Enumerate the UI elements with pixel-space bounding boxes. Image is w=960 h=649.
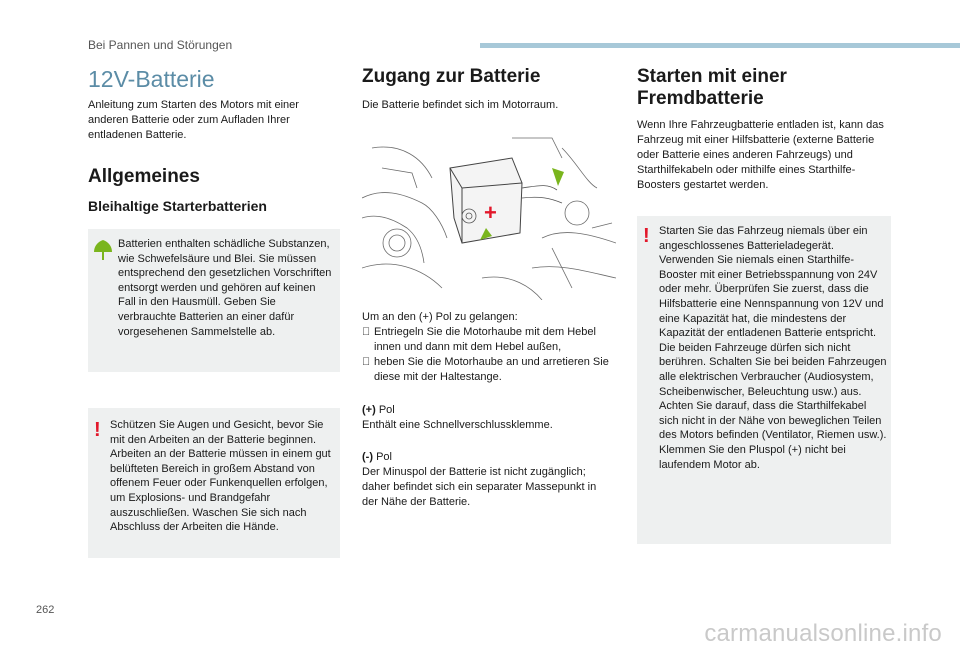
step-2-text: heben Sie die Motorhaube an und arretieren Sie diese mit der Haltestange. <box>374 356 609 383</box>
bullet-arrow-icon <box>362 355 374 385</box>
minus-word: Pol <box>376 451 392 463</box>
environment-note-text: Batterien enthalten schädliche Substanzen, wie Schwefelsäure und Blei. Sie müssen entsprechend den gesetzlichen Vorschriften entsorgt werden und gehören auf keinen Fall in den Hausmüll. Geben Sie verbrauchte Batterien an einer dafür vorgesehenen Sammelstelle ab. <box>118 238 332 338</box>
engine-bay-illustration <box>362 128 616 300</box>
access-intro: Die Batterie befindet sich im Motorraum. <box>362 99 559 111</box>
warning-note-safety-text: Schützen Sie Augen und Gesicht, bevor Sie mit den Arbeiten an der Batterie beginnen. Arbeiten an der Batterie müssen in einem gut belüfteten Bereich in großem Abstand von offenem Feuer oder Funkenquellen erfolgen, um Explosions- und Brandgefahr auszuschließen. Waschen Sie sich nach Abschluss der Arbeiten die Hände. <box>110 419 331 534</box>
page-title: 12V-Batterie <box>88 66 215 92</box>
section-title-line-1: Starten mit einer <box>637 66 787 87</box>
warning-icon: ! <box>643 225 650 247</box>
watermark: carmanualsonline.info <box>704 620 942 647</box>
page-number: 262 <box>36 604 55 616</box>
warning-note-jump-start-text: Starten Sie das Fahrzeug niemals über ein angeschlossenes Batterieladegerät. Verwenden Sie niemals einen Starthilfe-Booster mit einer Betriebsspannung von 24V oder mehr. Überprüfen Sie zuerst, dass die Hilfsbatterie eine Nennspannung von 12V und eine Kapazität hat, die mindestens der Kapazität der entladenen Batterie entspricht. Die beiden Fahrzeuge dürfen sich nicht berühren. Schalten Sie bei beiden Fahrzeugen alle elektrischen Verbraucher (Audiosystem, Scheibenwischer, Beleuchtung usw.) aus. Achten Sie darauf, dass die Starthilfekabel sich nicht in der Nähe von beweglichen Teilen des Motors befinden (Ventilator, Riemen usw.). Klemmen Sie den Pluspol (+) nicht bei laufendem Motor ab. <box>659 225 887 471</box>
step-1-text: Entriegeln Sie die Motorhaube mit dem Hebel innen und dann mit dem Hebel außen, <box>374 326 596 353</box>
step-item <box>362 325 616 355</box>
section-title-line-2: Fremdbatterie <box>637 88 764 109</box>
jump-start-intro: Wenn Ihre Fahrzeugbatterie entladen ist, kann das Fahrzeug mit einer Hilfsbatterie (externe Batterie oder Batterie eines anderen Fahrzeugs) und Starthilfekabeln oder mithilfe eines Starthilfe-Boosters gestartet werden. <box>637 119 884 191</box>
warning-note-jump-start <box>637 216 891 544</box>
minus-label: (-) <box>362 451 373 463</box>
plus-label: (+) <box>362 404 376 416</box>
steps-intro: Um an den (+) Pol zu gelangen: <box>362 311 518 323</box>
engine-bay-drawing <box>362 128 616 300</box>
image-plus-marker: + <box>484 200 497 225</box>
environment-note <box>88 229 340 372</box>
steps-block <box>362 310 616 385</box>
leaf-icon <box>92 239 114 261</box>
subsection-title-lead-batteries: Bleihaltige Starterbatterien <box>88 198 267 214</box>
section-title-access: Zugang zur Batterie <box>362 66 541 87</box>
intro-text: Anleitung zum Starten des Motors mit einer anderen Batterie oder zum Aufladen Ihrer entladenen Batterie. <box>88 99 299 141</box>
plus-terminal-block <box>362 403 616 433</box>
section-title-jump-start <box>637 66 787 110</box>
running-header: Bei Pannen und Störungen <box>88 38 233 52</box>
plus-word: Pol <box>378 404 395 416</box>
section-title-general: Allgemeines <box>88 166 200 187</box>
warning-note-safety <box>88 408 340 558</box>
minus-terminal-block <box>362 450 612 510</box>
bullet-arrow-icon <box>362 325 374 355</box>
minus-description: Der Minuspol der Batterie ist nicht zugänglich; daher befindet sich ein separater Massepunkt in der Nähe der Batterie. <box>362 466 597 508</box>
header-accent-bar <box>480 43 960 48</box>
warning-icon: ! <box>94 419 101 441</box>
step-item <box>362 355 616 385</box>
plus-description: Enthält eine Schnellverschlussklemme. <box>362 419 553 431</box>
